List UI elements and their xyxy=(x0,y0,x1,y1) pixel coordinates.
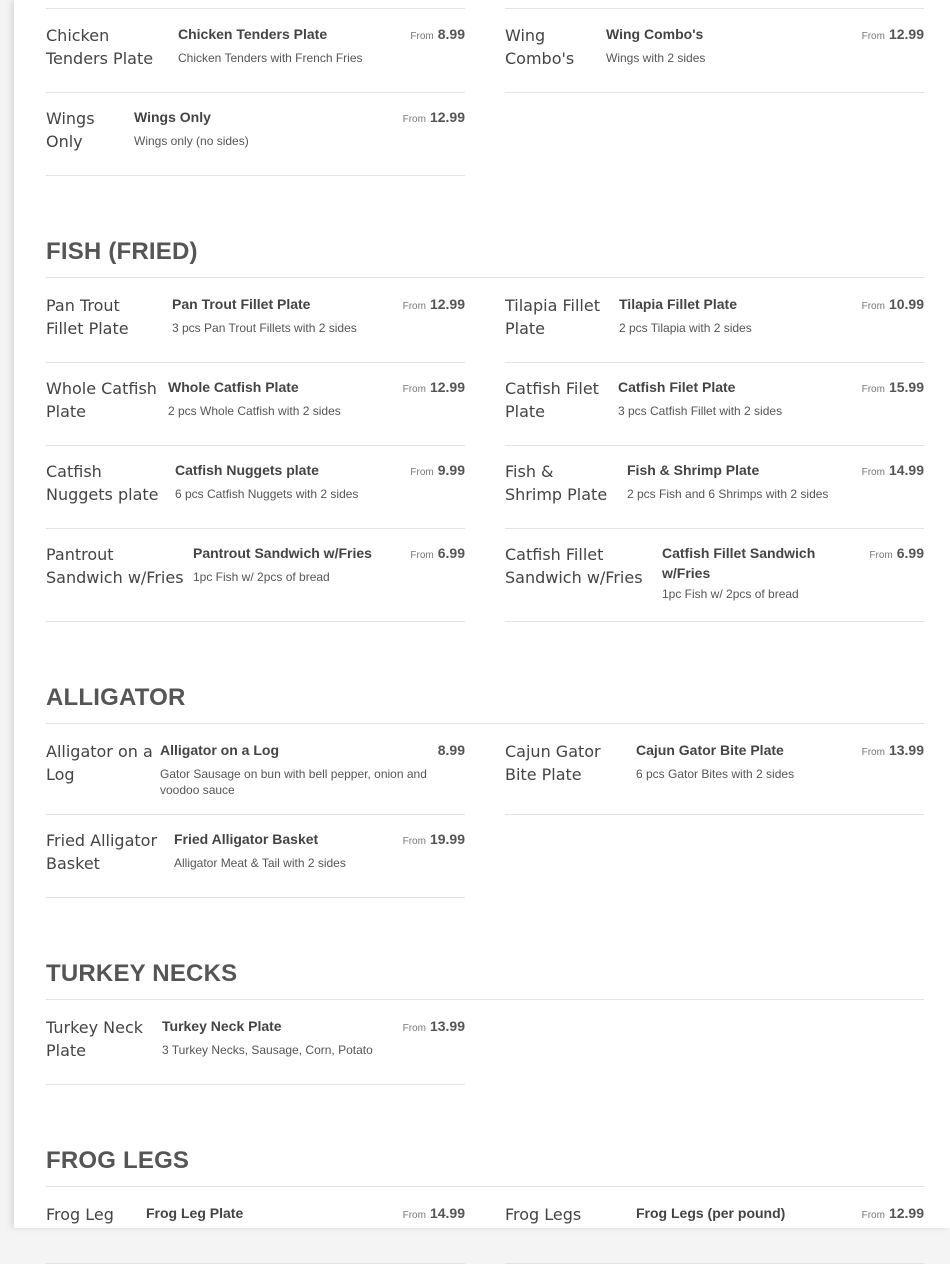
section-title: TURKEY NECKS xyxy=(46,960,238,987)
price-amount: 12.99 xyxy=(888,1205,924,1221)
item-name[interactable]: Pantrout Sandwich w/Fries xyxy=(193,545,372,561)
menu-item[interactable] xyxy=(505,1203,924,1264)
price-amount: 14.99 xyxy=(429,1205,465,1221)
item-price xyxy=(403,294,465,317)
item-image[interactable]: Fried Alligator Basket xyxy=(46,831,158,873)
item-description: 2 pcs Whole Catfish with 2 sides xyxy=(168,404,341,418)
item-name[interactable]: Tilapia Fillet Plate xyxy=(619,296,738,312)
menu-item[interactable] xyxy=(505,294,924,363)
item-price xyxy=(403,829,465,852)
price-amount: 12.99 xyxy=(429,109,465,125)
price-from-label: From xyxy=(402,1023,426,1034)
item-description: 6 pcs Catfish Nuggets with 2 sides xyxy=(175,487,359,501)
item-name[interactable]: Fried Alligator Basket xyxy=(174,831,319,847)
price-amount: 12.99 xyxy=(429,379,465,395)
menu-item[interactable] xyxy=(46,24,465,93)
item-name[interactable]: Alligator on a Log xyxy=(160,742,279,758)
item-description: Wings with 2 sides xyxy=(606,51,706,65)
item-price xyxy=(410,460,465,483)
item-image[interactable]: Cajun Gator Bite Plate xyxy=(505,742,601,784)
item-name[interactable]: Catfish Nuggets plate xyxy=(175,462,319,478)
price-amount: 13.99 xyxy=(429,1018,465,1034)
menu-item[interactable] xyxy=(505,24,924,93)
item-description: Chicken Tenders with French Fries xyxy=(178,51,363,65)
item-name[interactable]: Turkey Neck Plate xyxy=(162,1018,282,1034)
item-image[interactable]: Chicken Tenders Plate xyxy=(46,26,154,68)
item-image[interactable]: Wings Only xyxy=(46,109,95,151)
item-price xyxy=(403,1203,465,1226)
price-from-label: From xyxy=(402,1210,426,1221)
menu-item[interactable] xyxy=(46,460,465,529)
section-divider xyxy=(46,277,924,278)
item-image[interactable]: Frog Legs xyxy=(505,1205,582,1224)
item-image[interactable]: Tilapia Fillet Plate xyxy=(505,296,600,338)
item-description: Gator Sausage on bun with bell pepper, onion and voodoo sauce xyxy=(160,767,427,797)
item-price xyxy=(410,24,465,47)
item-price xyxy=(403,377,465,400)
price-amount: 19.99 xyxy=(429,831,465,847)
item-name[interactable]: Fish & Shrimp Plate xyxy=(627,462,760,478)
menu-item[interactable] xyxy=(46,1016,465,1085)
item-price xyxy=(862,377,924,400)
menu-item[interactable] xyxy=(46,1203,465,1264)
price-amount: 9.99 xyxy=(437,462,465,478)
item-image[interactable]: Catfish Nuggets plate xyxy=(46,462,159,504)
price-from-label: From xyxy=(869,550,893,561)
item-price xyxy=(438,740,465,761)
section-divider xyxy=(505,8,924,9)
price-amount: 12.99 xyxy=(429,296,465,312)
item-image[interactable]: Wing Combo's xyxy=(505,26,575,68)
price-from-label: From xyxy=(410,550,434,561)
item-image[interactable]: Fish & Shrimp Plate xyxy=(505,462,608,504)
price-amount: 13.99 xyxy=(888,742,924,758)
menu-item[interactable] xyxy=(505,740,924,815)
price-from-label: From xyxy=(410,31,434,42)
price-amount: 15.99 xyxy=(888,379,924,395)
item-description: Wings only (no sides) xyxy=(134,134,249,148)
item-image[interactable]: Catfish Fillet Sandwich w/Fries xyxy=(505,545,643,587)
item-price xyxy=(403,107,465,130)
item-name[interactable]: Wing Combo's xyxy=(606,26,704,42)
section-title: FROG LEGS xyxy=(46,1147,190,1174)
item-image[interactable]: Pantrout Sandwich w/Fries xyxy=(46,545,184,587)
item-name[interactable]: Pan Trout Fillet Plate xyxy=(172,296,311,312)
item-name[interactable]: Frog Legs (per pound) xyxy=(636,1205,786,1221)
item-name[interactable]: Frog Leg Plate xyxy=(146,1205,244,1221)
item-price xyxy=(403,1016,465,1039)
section-title: ALLIGATOR xyxy=(46,684,186,711)
menu-item[interactable] xyxy=(46,829,465,898)
item-description: 2 pcs Tilapia with 2 sides xyxy=(619,321,752,335)
item-price xyxy=(862,740,924,763)
price-from-label: From xyxy=(861,31,885,42)
item-price xyxy=(862,1203,924,1226)
menu-item[interactable] xyxy=(46,543,465,622)
item-price xyxy=(862,460,924,483)
item-description: 3 Turkey Necks, Sausage, Corn, Potato xyxy=(162,1043,373,1057)
item-price xyxy=(869,543,924,566)
item-name[interactable]: Catfish Fillet Sandwich w/Fries xyxy=(662,545,816,581)
item-name[interactable]: Catfish Filet Plate xyxy=(618,379,736,395)
price-from-label: From xyxy=(861,1210,885,1221)
price-from-label: From xyxy=(861,384,885,395)
price-from-label: From xyxy=(402,301,426,312)
item-image[interactable]: Pan Trout Fillet Plate xyxy=(46,296,129,338)
item-name[interactable]: Cajun Gator Bite Plate xyxy=(636,742,784,758)
menu-item[interactable] xyxy=(505,543,924,622)
item-price xyxy=(862,294,924,317)
item-description: 1pc Fish w/ 2pcs of bread xyxy=(662,587,799,601)
price-from-label: From xyxy=(861,301,885,312)
item-image[interactable]: Catfish Filet Plate xyxy=(505,379,599,421)
price-from-label: From xyxy=(402,114,426,125)
price-amount: 8.99 xyxy=(437,26,465,42)
price-amount: 10.99 xyxy=(888,296,924,312)
section-divider xyxy=(46,999,924,1000)
section-divider xyxy=(46,723,924,724)
section-title: FISH (FRIED) xyxy=(46,238,198,265)
price-from-label: From xyxy=(402,384,426,395)
item-image[interactable]: Frog Leg xyxy=(46,1205,114,1224)
price-from-label: From xyxy=(861,747,885,758)
price-amount: 14.99 xyxy=(888,462,924,478)
item-name[interactable]: Whole Catfish Plate xyxy=(168,379,299,395)
price-from-label: From xyxy=(410,467,434,478)
item-description: 1pc Fish w/ 2pcs of bread xyxy=(193,570,330,584)
item-image[interactable]: Alligator on a Log xyxy=(46,742,153,784)
section-divider xyxy=(46,8,465,9)
menu-item[interactable] xyxy=(46,740,465,815)
price-from-label: From xyxy=(402,836,426,847)
item-description: Alligator Meat & Tail with 2 sides xyxy=(174,856,346,870)
price-amount: 6.99 xyxy=(437,545,465,561)
menu-item[interactable] xyxy=(46,107,465,176)
price-amount: 12.99 xyxy=(888,26,924,42)
item-name[interactable]: Wings Only xyxy=(134,109,211,125)
item-description: 2 pcs Fish and 6 Shrimps with 2 sides xyxy=(627,487,829,501)
menu-item[interactable] xyxy=(505,460,924,529)
menu-item[interactable] xyxy=(46,377,465,446)
item-image[interactable]: Whole Catfish Plate xyxy=(46,379,157,421)
menu-item[interactable] xyxy=(505,377,924,446)
section-divider xyxy=(46,1186,924,1187)
item-price xyxy=(410,543,465,566)
menu-item[interactable] xyxy=(46,294,465,363)
item-description: 3 pcs Pan Trout Fillets with 2 sides xyxy=(172,321,357,335)
item-description: 3 pcs Catfish Fillet with 2 sides xyxy=(618,404,783,418)
item-description: 6 pcs Gator Bites with 2 sides xyxy=(636,767,795,781)
price-from-label: From xyxy=(861,467,885,478)
price-amount: 8.99 xyxy=(437,742,465,758)
item-name[interactable]: Chicken Tenders Plate xyxy=(178,26,328,42)
item-price xyxy=(862,24,924,47)
item-image[interactable]: Turkey Neck Plate xyxy=(46,1018,144,1060)
price-amount: 6.99 xyxy=(896,545,924,561)
